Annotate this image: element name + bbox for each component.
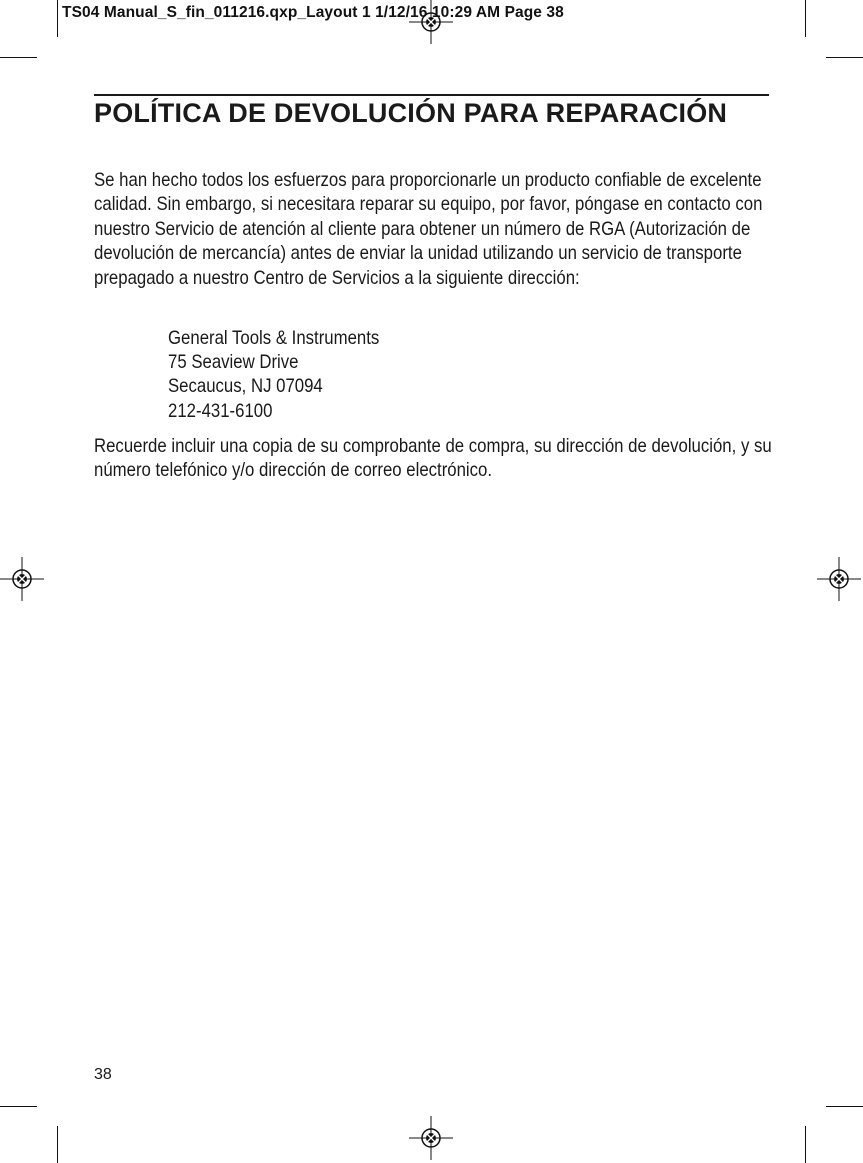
reminder-paragraph: Recuerde incluir una copia de su comprobante de compra, su dirección de devolución, y su número telefónico y/o dirección de correo electrónico. [94,435,772,482]
crop-mark-top-left [0,57,37,58]
intro-paragraph: Se han hecho todos los esfuerzos para proporcionarle un producto confiable de excelente calidad. Sin embargo, si necesitara reparar su equipo, por favor, póngase en contacto con nuestro Servicio de atención al cliente para obtener un número de RGA (Autorización de devolución de mercancía) antes de enviar la unidad utilizando un servicio de transporte prepagado a nuestro Centro de Servicios a la siguiente dirección: [94,169,763,289]
crop-mark-bottom-left [0,1106,37,1107]
crop-mark-bottom-right [805,1126,806,1163]
crop-mark-bottom-right [826,1106,863,1107]
heading-rule [94,94,769,96]
crop-mark-top-left [57,0,58,37]
registration-mark-icon [409,1116,453,1160]
page-number: 38 [94,1066,112,1083]
print-slug-line: TS04 Manual_S_fin_011216.qxp_Layout 1 1/12/16 10:29 AM Page 38 [62,4,564,21]
address-street: 75 Seaview Drive [168,351,299,374]
page-title: POLÍTICA DE DEVOLUCIÓN PARA REPARACIÓN [94,98,728,128]
address-phone: 212-431-6100 [168,399,273,422]
service-center-address [168,326,379,423]
address-company: General Tools & Instruments [168,327,380,349]
address-city: Secaucus, NJ 07094 [168,375,323,398]
registration-mark-icon [817,557,861,601]
crop-mark-top-right [826,57,863,58]
crop-mark-bottom-left [57,1126,58,1163]
crop-mark-top-right [805,0,806,37]
registration-mark-icon [0,557,44,601]
